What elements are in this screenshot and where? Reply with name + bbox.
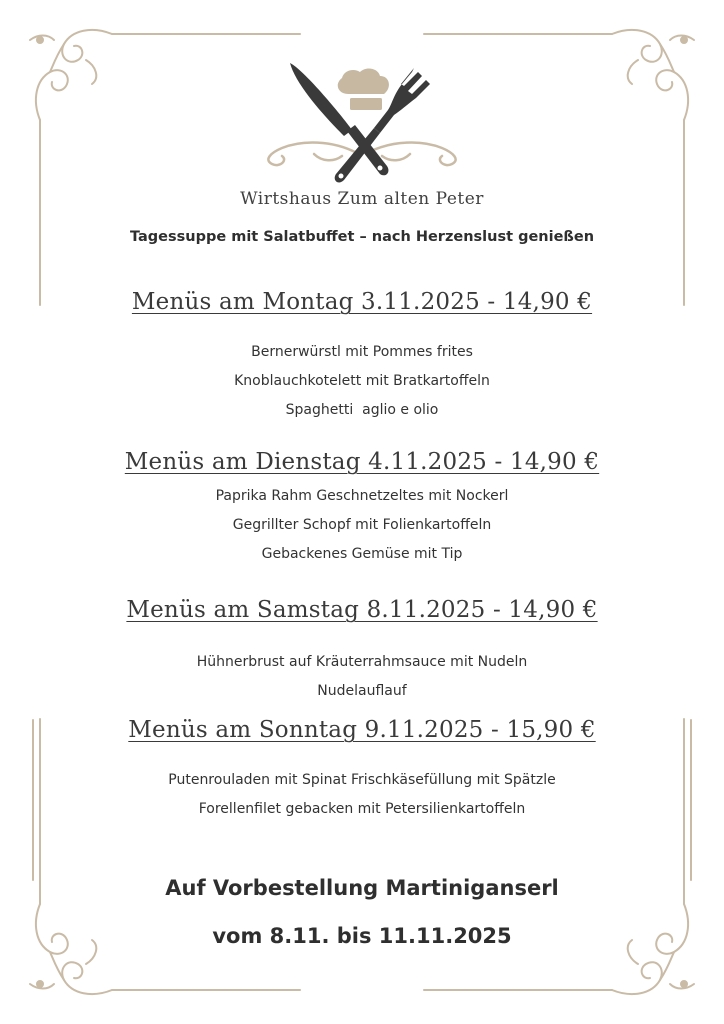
menu-title-monday: Menüs am Montag 3.11.2025 - 14,90 € xyxy=(131,289,593,315)
menu-title-sunday: Menüs am Sonntag 9.11.2025 - 15,90 € xyxy=(128,717,596,743)
menu-title-tuesday: Menüs am Dienstag 4.11.2025 - 14,90 € xyxy=(124,449,600,475)
dish-item: Putenrouladen mit Spinat Frischkäsefüllung mit Spätzle xyxy=(168,772,556,788)
preorder-dates: vom 8.11. bis 11.11.2025 xyxy=(212,924,512,948)
dish-item: Hühnerbrust auf Kräuterrahmsauce mit Nudeln xyxy=(196,654,528,670)
dish-item: Gebackenes Gemüse mit Tip xyxy=(261,546,463,562)
restaurant-logo xyxy=(252,58,472,193)
corner-ornament-bottom-right xyxy=(424,719,694,994)
dish-item: Gegrillter Schopf mit Folienkartoffeln xyxy=(232,517,492,533)
dish-item: Bernerwürstl mit Pommes frites xyxy=(251,344,473,360)
chef-hat-icon xyxy=(338,69,389,110)
corner-ornament-bottom-left xyxy=(30,719,300,994)
preorder-note: Auf Vorbestellung Martiniganserl xyxy=(165,876,559,900)
restaurant-name: Wirtshaus Zum alten Peter xyxy=(240,189,484,209)
tagline: Tagessuppe mit Salatbuffet – nach Herzenslust genießen xyxy=(129,229,595,245)
dish-item: Spaghetti aglio e olio xyxy=(285,402,439,418)
dish-item: Nudelauflauf xyxy=(317,683,407,699)
dish-item: Forellenfilet gebacken mit Petersilienkartoffeln xyxy=(198,801,526,817)
dish-item: Paprika Rahm Geschnetzeltes mit Nockerl xyxy=(215,488,509,504)
menu-title-saturday: Menüs am Samstag 8.11.2025 - 14,90 € xyxy=(126,597,598,623)
dish-item: Knoblauchkotelett mit Bratkartoffeln xyxy=(234,373,490,389)
